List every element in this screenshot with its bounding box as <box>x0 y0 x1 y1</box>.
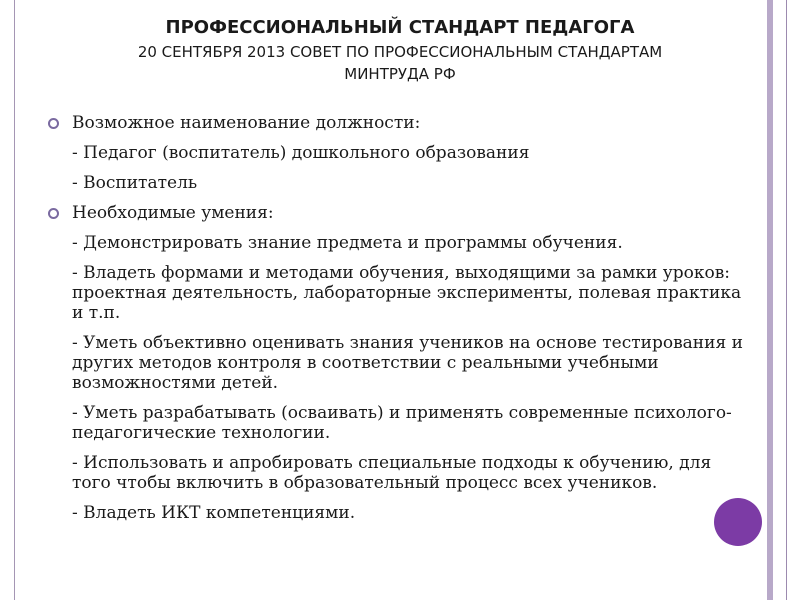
list-item: - Воспитатель <box>72 173 198 193</box>
bullet-circle-icon <box>48 118 59 129</box>
bullet-circle-icon <box>48 208 59 219</box>
list-item: - Демонстрировать знание предмета и программы обучения. <box>72 233 623 253</box>
list-item: - Владеть ИКТ компетенциями. <box>72 503 356 523</box>
list-item: - Использовать и апробировать специальные подходы к обучению, для того чтобы включить в образовательный процесс всех учеников. <box>72 453 712 493</box>
list-item: - Владеть формами и методами обучения, выходящими за рамки уроков: проектная деятельность, лабораторные эксперименты, полевая практика и т.п. <box>72 263 742 323</box>
left-frame-line <box>14 0 15 600</box>
slide-content <box>48 113 748 533</box>
slide-title <box>40 16 760 84</box>
bullet-heading: Необходимые умения: <box>72 203 274 223</box>
bullet-heading: Возможное наименование должности: <box>72 113 421 133</box>
title-subtitle-line2: МИНТРУДА РФ <box>344 65 456 83</box>
title-subtitle-line1: 20 СЕНТЯБРЯ 2013 СОВЕТ ПО ПРОФЕССИОНАЛЬНЫМ СТАНДАРТАМ <box>137 43 663 61</box>
bullet-required-skills <box>48 203 748 223</box>
list-item: - Педагог (воспитатель) дошкольного образования <box>72 143 530 163</box>
title-main: ПРОФЕССИОНАЛЬНЫЙ СТАНДАРТ ПЕДАГОГА <box>165 17 635 38</box>
right-frame-line <box>786 0 787 600</box>
list-item: - Уметь объективно оценивать знания учеников на основе тестирования и других методов контроля в соответствии с реальными учебными возможностями детей. <box>72 333 743 393</box>
bullet-position-name <box>48 113 748 133</box>
list-item: - Уметь разрабатывать (осваивать) и применять современные психолого-педагогические технологии. <box>72 403 732 443</box>
right-frame-bar <box>767 0 773 600</box>
